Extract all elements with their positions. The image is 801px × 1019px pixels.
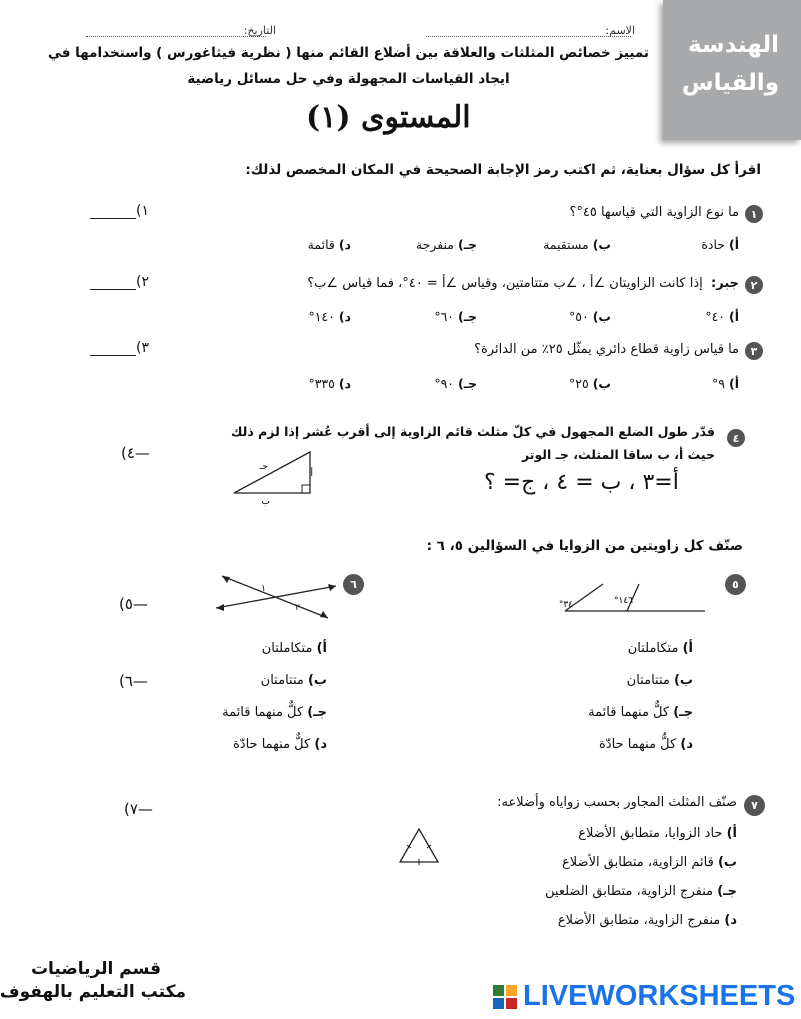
department-line-1: قسم الرياضيات [30, 959, 162, 979]
answer-2-label: ٢) [136, 274, 149, 290]
option-text: ٣٣٥° [308, 376, 335, 391]
equilateral-triangle-figure [397, 826, 441, 866]
angle-label-2: ٢ [295, 603, 300, 613]
option-text: ٢٥° [569, 376, 589, 391]
option-text: متكاملتان [261, 641, 313, 656]
q2-option-a[interactable] [705, 309, 739, 324]
answer-3-label: ٣) [136, 340, 149, 356]
option-key: ب) [307, 673, 327, 688]
option-text: ٦٠° [434, 309, 455, 324]
answer-slot-2[interactable] [86, 274, 149, 290]
angle-label-146: ١٤٦° [613, 596, 633, 606]
q7-option-a[interactable] [578, 826, 737, 841]
question-4-line-2: حيث أ، ب ساقا المثلث، جـ الوتر [521, 447, 715, 462]
option-key: ب) [673, 673, 693, 688]
q2-option-d[interactable] [308, 309, 351, 324]
option-key: ب) [592, 237, 611, 252]
liveworksheets-logo-text: LIVEWORKSHEETS [523, 980, 796, 1012]
option-key: جـ) [717, 884, 737, 899]
topic-box [663, 0, 801, 140]
option-text: منفرج الزاوية، متطابق الأضلاع [557, 913, 721, 928]
option-key: د) [724, 913, 737, 928]
q3-option-a[interactable] [712, 376, 739, 391]
q1-option-b[interactable] [543, 237, 611, 252]
question-2-body: إذا كانت الزاويتان ∠أ ، ∠ب متتامتين، وقياس ∠أ = ٤٠°، فما قياس ∠ب؟ [307, 276, 703, 291]
department-line-2: مكتب التعليم بالهفوف [0, 982, 186, 1002]
q6-option-b[interactable] [261, 673, 327, 688]
q7-option-d[interactable] [558, 913, 737, 928]
classify-title: صنّف كل زاويتين من الزوايا في السؤالين ٥، ٦ : [426, 538, 743, 554]
department-footer [0, 958, 186, 1004]
q1-option-a[interactable] [701, 237, 739, 252]
date-field[interactable] [86, 36, 266, 37]
option-key: أ) [729, 309, 739, 324]
option-key: جـ) [458, 376, 477, 391]
name-field[interactable] [426, 36, 631, 37]
q7-option-b[interactable] [562, 855, 737, 870]
option-text: متكاملتان [627, 641, 679, 656]
q3-option-c[interactable] [434, 376, 477, 391]
option-key: أ) [729, 237, 739, 252]
question-1-text: ما نوع الزاوية التي قياسها ٤٥°؟ [569, 205, 739, 220]
answer-6-label: ٦) [119, 672, 133, 690]
angle-label-34: ٣٤° [558, 600, 573, 610]
q2-option-c[interactable] [434, 309, 477, 324]
q7-option-c[interactable] [545, 884, 737, 899]
q6-option-a[interactable] [262, 641, 327, 656]
option-key: د) [338, 237, 351, 252]
intersecting-lines-figure-6 [212, 572, 340, 620]
answer-7-label: ٧) [124, 800, 138, 818]
option-key: أ) [682, 641, 693, 656]
option-key: أ) [316, 641, 327, 656]
liveworksheets-logo-icon [493, 985, 517, 1009]
triangle-label-b: ب [261, 497, 270, 507]
question-badge-6: ٦ [343, 574, 364, 595]
name-label: الاسم: [605, 24, 635, 37]
option-key: جـ) [673, 705, 693, 720]
answer-4-label: ٤) [121, 444, 135, 462]
answer-1-label: ١) [136, 203, 149, 219]
answer-5-label: ٥) [119, 595, 133, 613]
option-key: جـ) [458, 237, 477, 252]
answer-slot-3[interactable] [86, 340, 149, 356]
q5-option-b[interactable] [627, 673, 693, 688]
option-text: منفرج الزاوية، متطابق الضلعين [545, 884, 714, 899]
option-key: ب) [592, 309, 611, 324]
topic-line-2: والقياس [681, 70, 779, 96]
answer-slot-7[interactable]: —٧) [124, 800, 153, 818]
option-text: متتامتان [260, 673, 304, 688]
option-text: كلٌّ منهما قائمة [588, 705, 670, 720]
question-badge-1: ١ [745, 205, 763, 223]
instructions: اقرأ كل سؤال بعناية، ثم اكتب رمز الإجابة الصحيحة في المكان المخصص لذلك: [245, 162, 761, 178]
option-text: متتامتان [626, 673, 670, 688]
option-text: ٩٠° [434, 376, 455, 391]
objective-line-1: تمييز خصائص المثلثات والعلاقة بين أضلاع القائم منها ( نظرية فيثاغورس ) واستخدامها في [47, 45, 649, 61]
option-key: د) [338, 376, 351, 391]
triangle-label-c: جـ [259, 462, 268, 472]
q1-option-c[interactable] [416, 237, 477, 252]
option-text: منفرجة [415, 237, 455, 252]
answer-slot-1[interactable] [86, 203, 149, 219]
option-text: ١٤٠° [308, 309, 335, 324]
question-2-prefix: جبر: [711, 276, 739, 291]
q6-option-d[interactable] [233, 737, 327, 752]
option-text: كلٌّ منهما قائمة [222, 705, 304, 720]
question-3-text: ما قياس زاوية قطاع دائري يمثّل ٢٥٪ من الدائرة؟ [474, 342, 739, 357]
q6-option-c[interactable] [222, 705, 327, 720]
option-key: د) [314, 737, 327, 752]
answer-slot-5[interactable]: —٥) [119, 595, 148, 613]
option-text: قائمة [307, 237, 335, 252]
liveworksheets-logo[interactable] [493, 980, 795, 1013]
option-key: د) [338, 309, 351, 324]
question-badge-4: ٤ [727, 429, 745, 447]
answer-2-line[interactable] [90, 289, 136, 290]
triangle-label-a: أ [310, 469, 313, 479]
date-label: التاريخ: [243, 24, 276, 37]
angle-pair-figure-5 [558, 580, 709, 616]
option-text: ٥٠° [569, 309, 589, 324]
answer-slot-6[interactable]: —٦) [119, 672, 148, 690]
question-2-text [307, 276, 739, 291]
option-key: د) [680, 737, 693, 752]
option-key: أ) [729, 376, 739, 391]
option-text: حاد الزوايا، متطابق الأضلاع [578, 826, 723, 841]
option-key: أ) [726, 826, 737, 841]
question-badge-3: ٣ [745, 342, 763, 360]
answer-3-line[interactable] [90, 355, 136, 356]
question-4-line-1: قدّر طول الضلع المجهول في كلّ مثلث قائم الزاوية إلى أقرب عُشر إذا لزم ذلك [231, 424, 715, 439]
q2-option-b[interactable] [569, 309, 611, 324]
q3-option-b[interactable] [569, 376, 611, 391]
right-triangle-figure [230, 446, 318, 507]
question-7-text: صنّف المثلث المجاور بحسب زواياه وأضلاعه: [497, 795, 737, 810]
option-text: كلٌّ منهما حادّة [598, 737, 677, 752]
question-badge-2: ٢ [745, 276, 763, 294]
option-text: مستقيمة [543, 237, 589, 252]
option-text: قائم الزاوية، متطابق الأضلاع [562, 855, 714, 870]
q1-option-d[interactable] [308, 237, 351, 252]
q3-option-d[interactable] [308, 376, 351, 391]
topic-line-1: الهندسة [688, 32, 779, 58]
option-key: جـ) [307, 705, 327, 720]
option-key: ب) [592, 376, 611, 391]
option-key: ب) [717, 855, 737, 870]
objective [46, 40, 651, 92]
angle-label-1: ١ [261, 584, 266, 594]
option-text: ٩° [712, 376, 726, 391]
q5-option-d[interactable] [599, 737, 693, 752]
question-4-formula: أ=٣ ، ب = ٤ ، ج= ؟ [484, 470, 679, 495]
answer-1-line[interactable] [90, 218, 136, 219]
question-badge-5: ٥ [725, 574, 746, 595]
option-text: ٤٠° [705, 309, 726, 324]
q5-option-c[interactable] [588, 705, 693, 720]
question-badge-7: ٧ [744, 795, 765, 816]
option-text: حادة [701, 237, 726, 252]
level-title: المستوى (١) [306, 100, 471, 135]
objective-line-2: ايجاد القياسات المجهولة وفي حل مسائل رياضية [187, 71, 510, 87]
option-text: كلٌّ منهما حادّة [232, 737, 311, 752]
q5-option-a[interactable] [628, 641, 693, 656]
answer-slot-4[interactable]: —٤) [121, 444, 150, 462]
option-key: جـ) [458, 309, 477, 324]
